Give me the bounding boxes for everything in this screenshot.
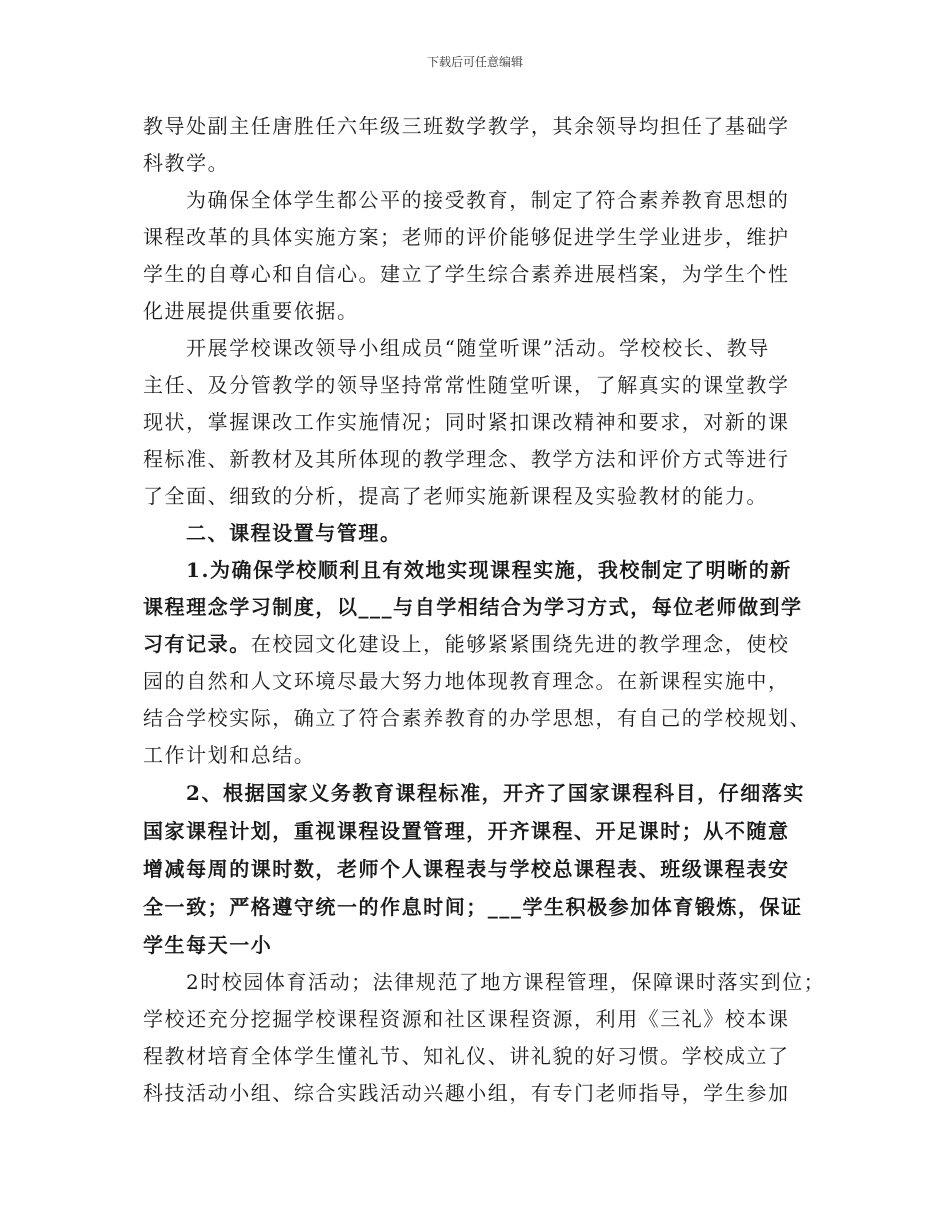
text-line: 学校还充分挖掘学校课程资源和社区课程资源，利用《三礼》校本课 — [143, 1007, 790, 1031]
text-line: 国家课程计划，重视课程设置管理，开齐课程、开足课时；从不随意 — [143, 819, 790, 843]
text-line: 园的自然和人文环境尽最大努力地体现教育理念。在新课程实施中， — [143, 669, 790, 693]
bold-run: 习有记录。 — [143, 632, 251, 656]
text-line: 教导处副主任唐胜任六年级三班数学教学，其余领导均担任了基础学 — [143, 114, 790, 138]
text-line: 学生每天一小 — [143, 933, 273, 957]
text-line: 化进展提供重要依据。 — [143, 299, 359, 323]
section-heading: 二、课程设置与管理。 — [186, 521, 402, 545]
text-line: 课程改革的具体实施方案；老师的评价能够促进学生学业进步，维护 — [143, 225, 790, 249]
text-line: 增减每周的课时数，老师个人课程表与学校总课程表、班级课程表安 — [143, 857, 790, 881]
text-line: 科技活动小组、综合实践活动兴趣小组，有专门老师指导，学生参加 — [143, 1081, 790, 1105]
document-body — [143, 108, 826, 1112]
text-line: 了全面、细致的分析，提高了老师实施新课程及实验教材的能力。 — [143, 484, 768, 508]
text-line: 为确保全体学生都公平的接受教育，制定了符合素养教育思想的 — [186, 188, 790, 212]
text-line: 程教材培育全体学生懂礼节、知礼仪、讲礼貌的好习惯。学校成立了 — [143, 1044, 790, 1068]
normal-run: 在校园文化建设上，能够紧紧围绕先进的教学理念，使校 — [250, 632, 790, 656]
text-line: 课程理念学习制度，以___与自学相结合为学习方式，每位老师做到学 — [143, 595, 803, 619]
text-line: 1.为确保学校顺利且有效地实现课程实施，我校制定了明晰的新 — [186, 558, 792, 582]
text-line — [143, 626, 813, 663]
text-line: 学生的自尊心和自信心。建立了学生综合素养进展档案，为学生个性 — [143, 262, 790, 286]
text-line: 全一致；严格遵守统一的作息时间；___学生积极参加体育锻炼，保证 — [143, 895, 803, 919]
text-line: 工作计划和总结。 — [143, 743, 316, 767]
page-header: 下载后可任意编辑 — [426, 55, 523, 69]
text-line: 现状，掌握课改工作实施情况；同时紧扣课改精神和要求，对新的课 — [143, 410, 790, 434]
text-line: 2时校园体育活动；法律规范了地方课程管理，保障课时落实到位； — [186, 970, 826, 994]
text-line: 程标准、新教材及其所体现的教学理念、教学方法和评价方式等进行 — [143, 447, 790, 471]
text-line: 结合学校实际，确立了符合素养教育的办学思想，有自己的学校规划、 — [143, 706, 812, 730]
text-line: 2、根据国家义务教育课程标准，开齐了国家课程科目，仔细落实 — [186, 781, 805, 805]
text-line: 开展学校课改领导小组成员“随堂听课”活动。学校校长、教导 — [186, 336, 770, 360]
text-line: 科教学。 — [143, 151, 230, 175]
text-line: 主任、及分管教学的领导坚持常常性随堂听课，了解真实的课堂教学 — [143, 373, 790, 397]
